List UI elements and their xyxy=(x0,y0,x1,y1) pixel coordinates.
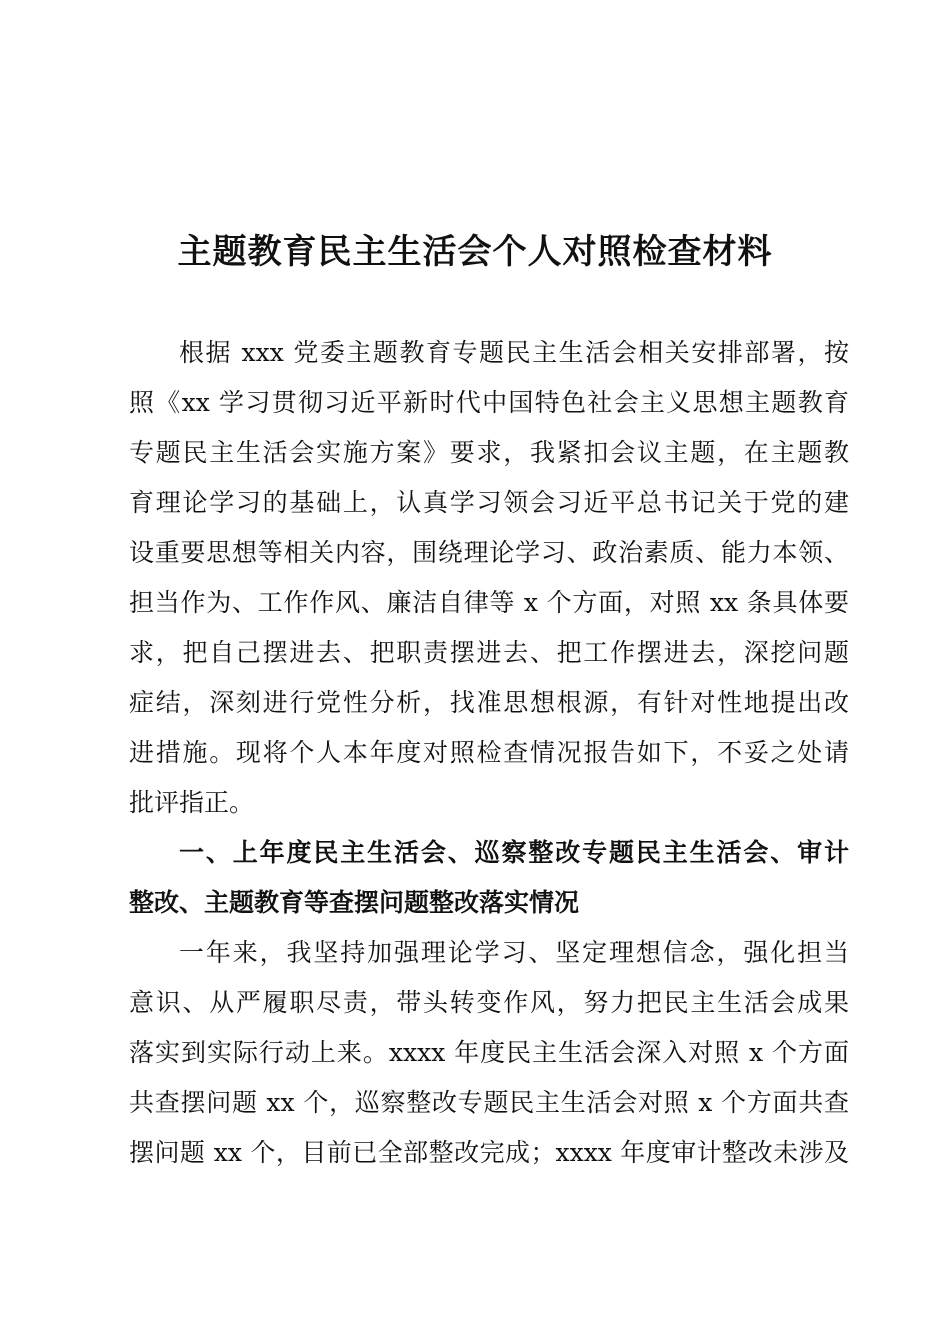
paragraph-1-line: 根据 xxx 党委主题教育专题民主生活会相关安排部署，按 xyxy=(179,338,849,367)
paragraph-1-line: 症结，深刻进行党性分析，找准思想根源，有针对性地提出改 xyxy=(129,688,849,717)
paragraph-2-line: 落实到实际行动上来。xxxx 年度民主生活会深入对照 x 个方面 xyxy=(129,1038,849,1067)
paragraph-2-line: 一年来，我坚持加强理论学习、坚定理想信念，强化担当 xyxy=(179,938,849,967)
section-heading-line: 一、上年度民主生活会、巡察整改专题民主生活会、审计 xyxy=(179,838,849,867)
paragraph-1-line: 专题民主生活会实施方案》要求，我紧扣会议主题，在主题教 xyxy=(129,438,849,467)
paragraph-1-line: 设重要思想等相关内容，围绕理论学习、政治素质、能力本领、 xyxy=(129,538,849,567)
paragraph-1-line: 担当作为、工作作风、廉洁自律等 x 个方面，对照 xx 条具体要 xyxy=(129,588,849,617)
paragraph-1-line: 育理论学习的基础上，认真学习领会习近平总书记关于党的建 xyxy=(129,488,849,517)
section-heading-line: 整改、主题教育等查摆问题整改落实情况 xyxy=(129,888,580,917)
paragraph-2-line: 共查摆问题 xx 个，巡察整改专题民主生活会对照 x 个方面共查 xyxy=(129,1088,849,1117)
document-title: 主题教育民主生活会个人对照检查材料 xyxy=(177,232,773,272)
paragraph-1-line: 照《xx 学习贯彻习近平新时代中国特色社会主义思想主题教育 xyxy=(129,388,849,417)
paragraph-2-line: 摆问题 xx 个，目前已全部整改完成；xxxx 年度审计整改未涉及 xyxy=(129,1138,849,1167)
paragraph-1-line: 求，把自己摆进去、把职责摆进去、把工作摆进去，深挖问题 xyxy=(129,638,849,667)
paragraph-2-line: 意识、从严履职尽责，带头转变作风，努力把民主生活会成果 xyxy=(129,988,849,1017)
paragraph-1-line: 批评指正。 xyxy=(129,788,255,817)
paragraph-1-line: 进措施。现将个人本年度对照检查情况报告如下，不妥之处请 xyxy=(129,738,849,767)
